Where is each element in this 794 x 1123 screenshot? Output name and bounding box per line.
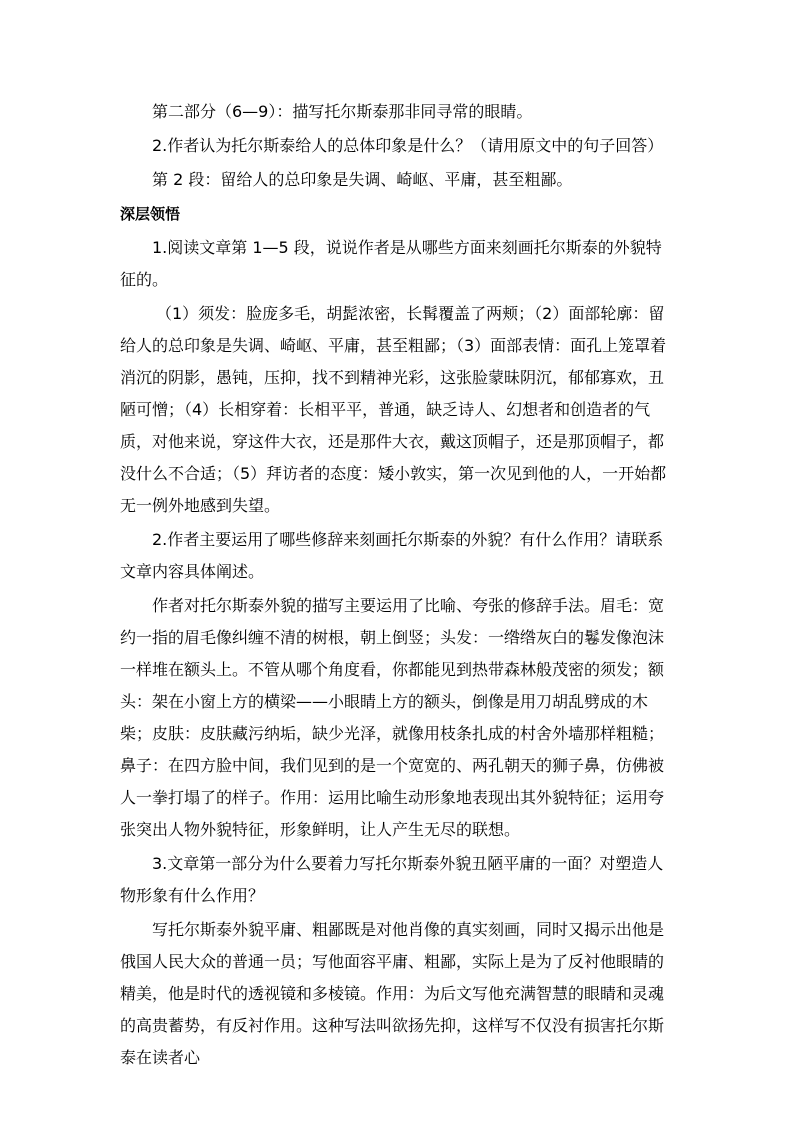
deep-question-2: 2.作者主要运用了哪些修辞来刻画托尔斯泰的外貌？有什么作用？请联系文章内容具体阐述。	[120, 530, 664, 581]
deep-answer-2: 作者对托尔斯泰外貌的描写主要运用了比喻、夸张的修辞手法。眉毛：宽约一指的眉毛像纠缠不清的树根，朝上倒竖；头发：一绺绺灰白的鬈发像泡沫一样堆在额头上。不管从哪个角度看，你都能见到热带森林般茂密的须发；额头：架在小窗上方的横梁——小眼睛上方的额头，倒像是用刀胡乱劈成的木柴；皮肤：皮肤藏污纳垢，缺少光泽，就像用枝条扎成的村舍外墙那样粗糙；鼻子：在四方脸中间，我们见到的是一个宽宽的、两孔朝天的狮子鼻，仿佛被人一拳打塌了的样子。作用：运用比喻生动形象地表现出其外貌特征；运用夸张突出人物外貌特征，形象鲜明，让人产生无尽的联想。	[120, 596, 665, 839]
question-2: 2.作者认为托尔斯泰给人的总体印象是什么？（请用原文中的句子回答）	[152, 136, 664, 155]
deep-question-1: 1.阅读文章第 1—5 段，说说作者是从哪些方面来刻画托尔斯泰的外貌特征的。	[120, 238, 662, 289]
section-heading: 深层领悟	[120, 205, 181, 223]
deep-answer-1: （1）须发：脸庞多毛，胡髭浓密，长髯覆盖了两颊；（2）面部轮廓：留给人的总印象是失调、崎岖、平庸，甚至粗鄙；（3）面部表情：面孔上笼罩着消沉的阴影，愚钝，压抑，找不到精神光彩，这张脸蒙昧阴沉，郁郁寡欢，丑陋可憎；（4）长相穿着：长相平平，普通，缺乏诗人、幻想者和创造者的气质，对他来说，穿这件大衣，还是那件大衣，戴这顶帽子，还是那顶帽子，都没什么不合适；（5）拜访者的态度：矮小敦实，第一次见到他的人，一开始都无一例外地感到失望。	[120, 304, 667, 515]
part-two-summary: 第二部分（6—9）：描写托尔斯泰那非同寻常的眼睛。	[152, 102, 533, 121]
deep-question-3: 3.文章第一部分为什么要着力写托尔斯泰外貌丑陋平庸的一面？对塑造人物形象有什么作用？	[120, 854, 664, 905]
document-page	[120, 96, 676, 1074]
answer-2: 第 2 段：留给人的总印象是失调、崎岖、平庸，甚至粗鄙。	[152, 170, 573, 189]
deep-answer-3: 写托尔斯泰外貌平庸、粗鄙既是对他肖像的真实刻画，同时又揭示出他是俄国人民大众的普通一员；写他面容平庸、粗鄙，实际上是为了反衬他眼睛的精美，他是时代的透视镜和多棱镜。作用：为后文写他充满智慧的眼睛和灵魂的高贵蓄势，有反衬作用。这种写法叫欲扬先抑，这样写不仅没有损害托尔斯泰在读者心	[120, 920, 665, 1067]
